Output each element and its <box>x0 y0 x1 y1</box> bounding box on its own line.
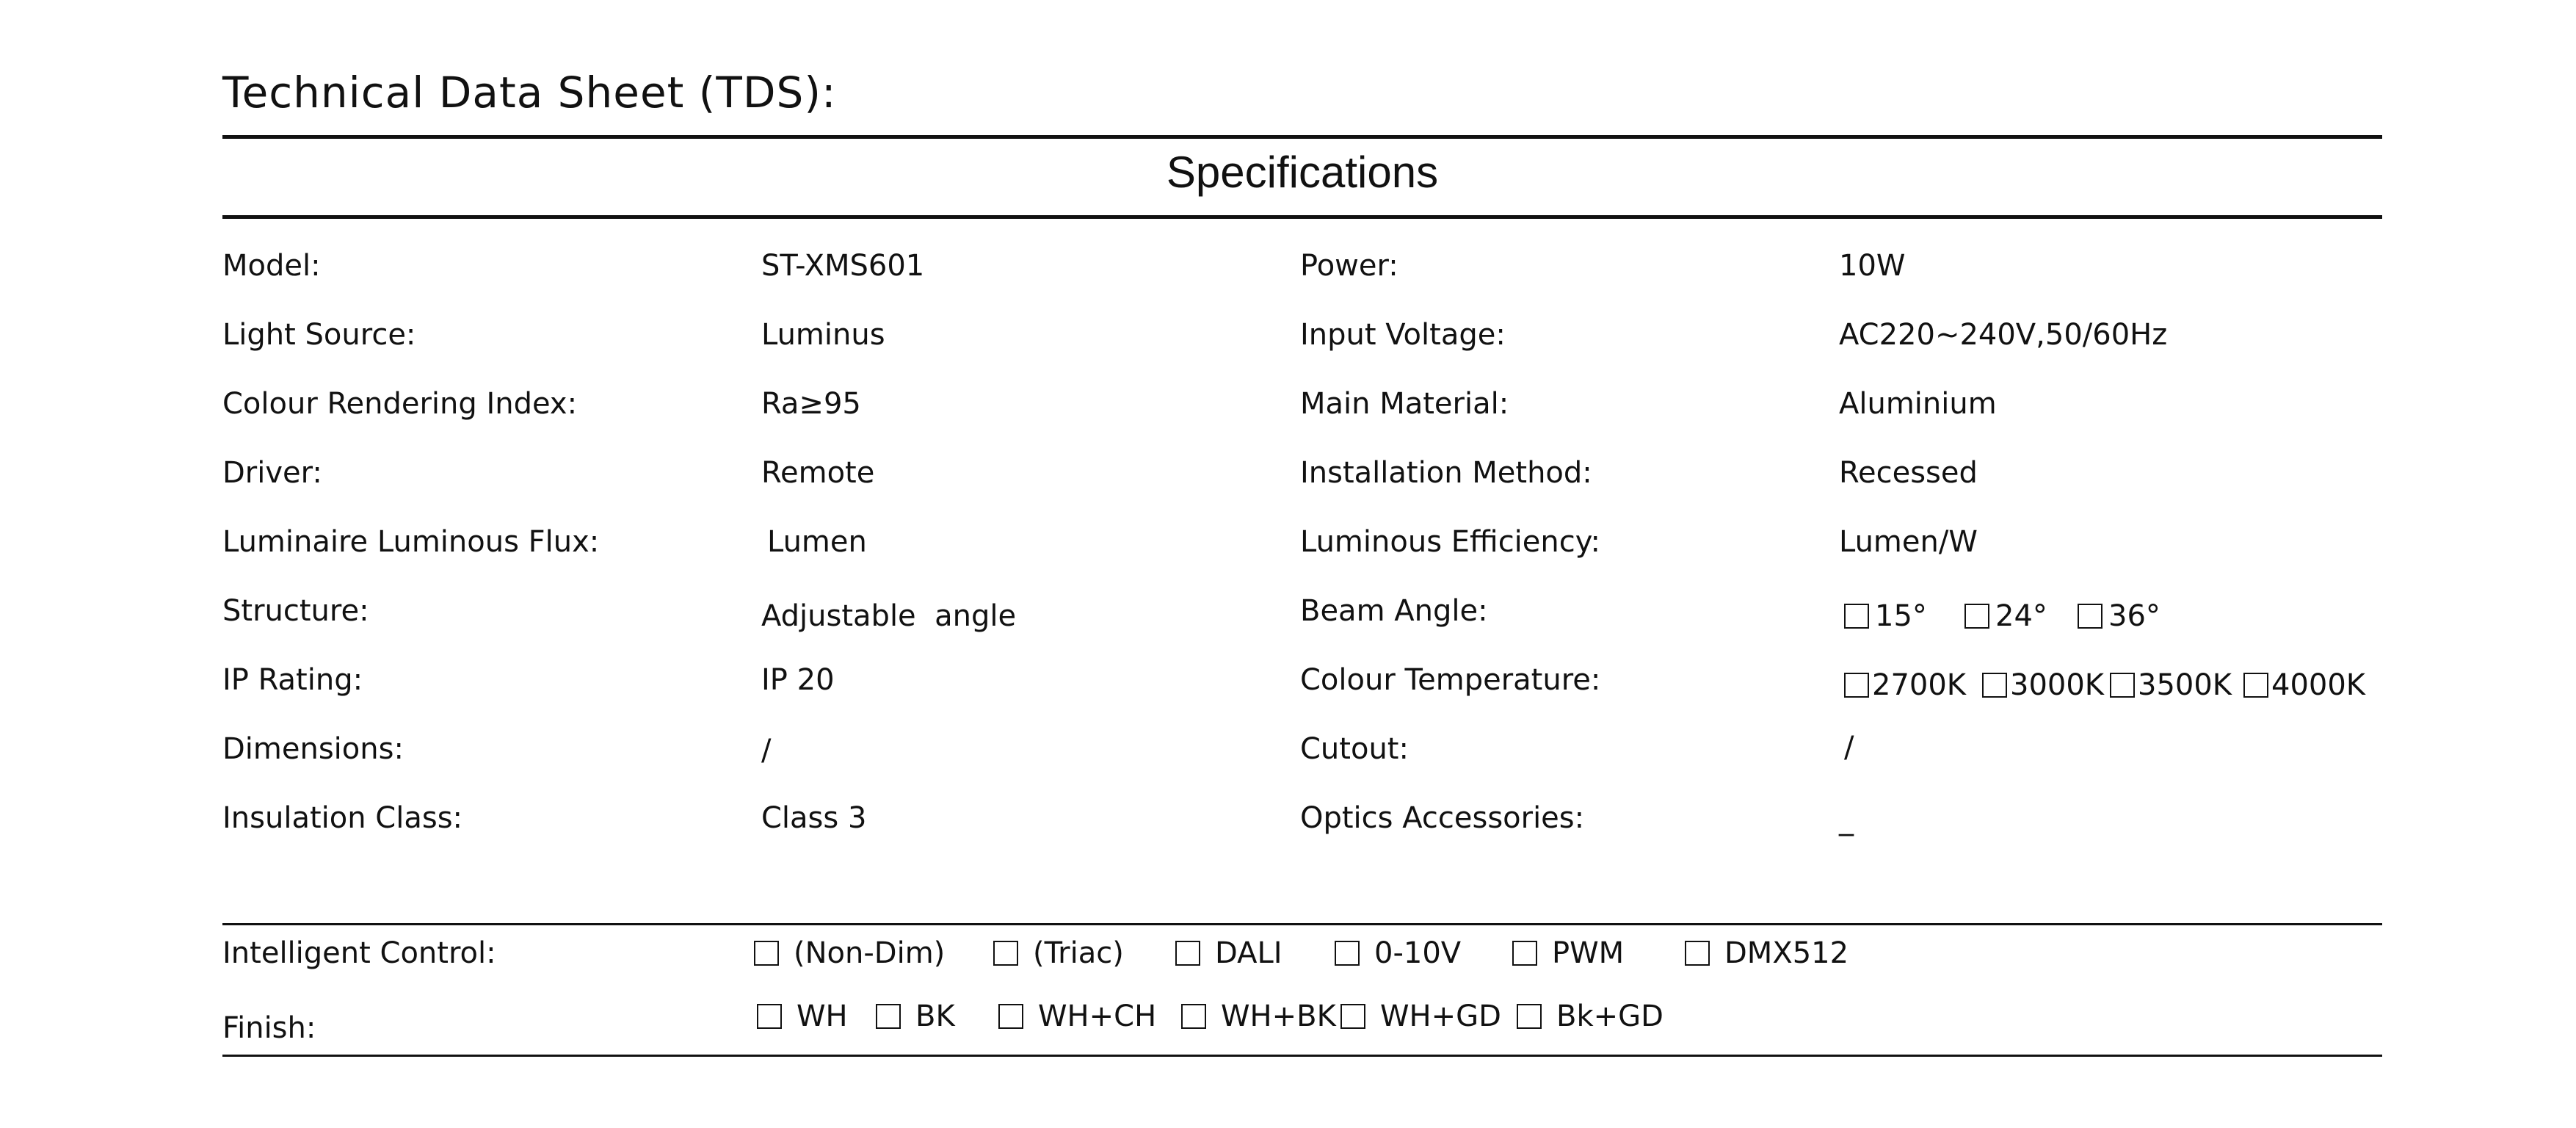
installation-value: Recessed <box>1839 456 1978 490</box>
heading-rule <box>222 215 2382 219</box>
cct-option-label: 4000K <box>2271 668 2366 702</box>
control-option-label: 0-10V <box>1374 936 1462 970</box>
finish-option-label: WH+GD <box>1380 999 1501 1033</box>
document-title: Technical Data Sheet (TDS): <box>222 68 837 118</box>
finish-bk-checkbox[interactable] <box>876 999 955 1034</box>
cutout-value: / <box>1844 731 1854 764</box>
options-top-rule <box>222 923 2382 925</box>
checkbox-icon <box>754 941 779 966</box>
checkbox-icon <box>1844 604 1869 629</box>
control-option-label: (Triac) <box>1033 936 1124 970</box>
finish-option-label: Bk+GD <box>1556 999 1663 1033</box>
checkbox-icon <box>1512 941 1537 966</box>
cri-value: Ra≥95 <box>761 387 861 421</box>
structure-value: Adjustable angle <box>761 599 1017 633</box>
control-option-label: (Non-Dim) <box>794 936 946 970</box>
insulation-label: Insulation Class: <box>222 801 463 835</box>
control-triac-checkbox[interactable] <box>993 936 1124 971</box>
finish-option-label: BK <box>915 999 955 1033</box>
control-option-label: PWM <box>1552 936 1625 970</box>
driver-label: Driver: <box>222 456 322 490</box>
checkbox-icon <box>1517 1004 1542 1029</box>
cutout-label: Cutout: <box>1300 732 1409 766</box>
input-voltage-value: AC220~240V,50/60Hz <box>1839 318 2168 352</box>
checkbox-icon <box>876 1004 901 1029</box>
dimensions-label: Dimensions: <box>222 732 404 766</box>
control-dmx512-checkbox[interactable] <box>1685 936 1848 971</box>
ip-rating-value: IP 20 <box>761 663 835 697</box>
beam-24-checkbox[interactable] <box>1964 599 2047 634</box>
checkbox-icon <box>757 1004 782 1029</box>
checkbox-icon <box>993 941 1018 966</box>
cri-label: Colour Rendering Index: <box>222 387 578 421</box>
finish-label: Finish: <box>222 1011 316 1045</box>
intelligent-control-label: Intelligent Control: <box>222 936 496 970</box>
finish-option-label: WH+CH <box>1038 999 1157 1033</box>
main-material-value: Aluminium <box>1839 387 1997 421</box>
cct-2700k-checkbox[interactable] <box>1844 668 1966 703</box>
power-value: 10W <box>1839 249 1906 283</box>
beam-option-label: 24° <box>1995 599 2047 633</box>
model-label: Model: <box>222 249 321 283</box>
checkbox-icon <box>1844 673 1869 698</box>
options-bottom-rule <box>222 1055 2382 1057</box>
main-material-label: Main Material: <box>1300 387 1509 421</box>
model-value: ST-XMS601 <box>761 249 925 283</box>
cct-4000k-checkbox[interactable] <box>2243 668 2365 703</box>
beam-option-label: 36° <box>2108 599 2160 633</box>
checkbox-icon <box>2110 673 2135 698</box>
checkbox-icon <box>1685 941 1710 966</box>
finish-wh-checkbox[interactable] <box>757 999 848 1034</box>
optics-value: _ <box>1839 803 1854 836</box>
driver-value: Remote <box>761 456 875 490</box>
finish-whgd-checkbox[interactable] <box>1340 999 1501 1034</box>
control-option-label: DMX512 <box>1724 936 1849 970</box>
finish-option-label: WH+BK <box>1221 999 1336 1033</box>
beam-option-label: 15° <box>1875 599 1927 633</box>
control-010v-checkbox[interactable] <box>1335 936 1461 971</box>
power-label: Power: <box>1300 249 1398 283</box>
cct-option-label: 2700K <box>1872 668 1967 702</box>
finish-option-label: WH <box>797 999 848 1033</box>
beam-15-checkbox[interactable] <box>1844 599 1927 634</box>
input-voltage-label: Input Voltage: <box>1300 318 1506 352</box>
control-nondim-checkbox[interactable] <box>754 936 945 971</box>
control-dali-checkbox[interactable] <box>1175 936 1282 971</box>
light-source-value: Luminus <box>761 318 885 352</box>
ip-rating-label: IP Rating: <box>222 663 363 697</box>
flux-value: Lumen <box>767 525 867 559</box>
control-pwm-checkbox[interactable] <box>1512 936 1624 971</box>
cct-3500k-checkbox[interactable] <box>2110 668 2232 703</box>
beam-36-checkbox[interactable] <box>2078 599 2160 634</box>
control-option-label: DALI <box>1215 936 1282 970</box>
checkbox-icon <box>1340 1004 1365 1029</box>
specifications-heading: Specifications <box>1166 148 1439 197</box>
cct-3000k-checkbox[interactable] <box>1982 668 2104 703</box>
checkbox-icon <box>2078 604 2102 629</box>
checkbox-icon <box>1964 604 1989 629</box>
optics-label: Optics Accessories: <box>1300 801 1585 835</box>
dimensions-value: / <box>761 734 772 767</box>
structure-label: Structure: <box>222 594 369 628</box>
checkbox-icon <box>998 1004 1023 1029</box>
efficiency-label: Luminous Efficiency: <box>1300 525 1600 559</box>
checkbox-icon <box>1175 941 1200 966</box>
checkbox-icon <box>2243 673 2268 698</box>
finish-bkgd-checkbox[interactable] <box>1517 999 1663 1034</box>
colour-temp-label: Colour Temperature: <box>1300 663 1601 697</box>
finish-whch-checkbox[interactable] <box>998 999 1156 1034</box>
checkbox-icon <box>1181 1004 1206 1029</box>
checkbox-icon <box>1982 673 2007 698</box>
beam-angle-label: Beam Angle: <box>1300 594 1488 628</box>
checkbox-icon <box>1335 941 1360 966</box>
insulation-value: Class 3 <box>761 801 867 835</box>
installation-label: Installation Method: <box>1300 456 1592 490</box>
cct-option-label: 3000K <box>2010 668 2105 702</box>
finish-whbk-checkbox[interactable] <box>1181 999 1336 1034</box>
light-source-label: Light Source: <box>222 318 416 352</box>
flux-label: Luminaire Luminous Flux: <box>222 525 600 559</box>
cct-option-label: 3500K <box>2138 668 2232 702</box>
title-rule <box>222 135 2382 139</box>
efficiency-value: Lumen/W <box>1839 525 1978 559</box>
